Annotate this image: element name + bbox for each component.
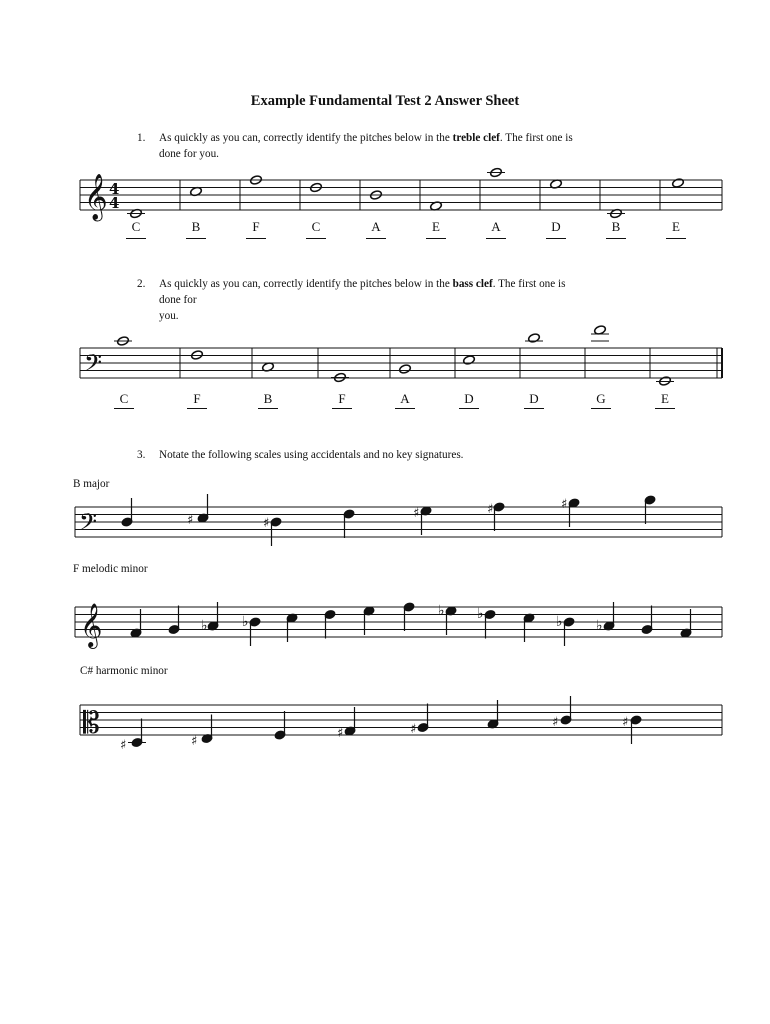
question-1-number: 1. [137, 132, 146, 144]
flat-icon: ♭ [201, 618, 208, 634]
note-whole [528, 333, 541, 344]
answer-letter: F [252, 219, 260, 234]
answer-letter: G [596, 391, 606, 406]
note-whole [672, 178, 685, 189]
alto-clef-icon: 𝄡 [83, 706, 100, 741]
scale-label-b-major: B major [73, 478, 110, 490]
question-1-text-a: As quickly as you can, correctly identify the pitches below in the [159, 132, 453, 144]
sharp-icon: ♯ [487, 502, 494, 517]
treble-clef-icon: 𝄞 [80, 603, 103, 647]
flat-icon: ♭ [242, 614, 249, 630]
sharp-icon: ♯ [410, 722, 417, 737]
answer-letter: B [263, 391, 273, 406]
b-major-notes [121, 494, 656, 546]
question-3-text: Notate the following scales using accidentals and no key signatures. [159, 449, 464, 461]
scale-label-c-sharp-harmonic-minor: C# harmonic minor [80, 665, 168, 677]
flat-icon: ♭ [477, 606, 484, 622]
answer-letter: D [464, 391, 474, 406]
treble-notes [127, 167, 684, 219]
question-2-text-a: As quickly as you can, correctly identify the pitches below in the [159, 278, 453, 290]
question-2-line2: done for [159, 294, 197, 306]
answer-letter: C [131, 219, 141, 234]
sharp-icon: ♯ [191, 734, 198, 749]
bass-clef-icon: 𝄢 [79, 508, 98, 541]
bass-staff [80, 348, 722, 378]
sharp-icon: ♯ [187, 513, 194, 528]
question-3-number: 3. [137, 449, 146, 461]
question-1-text-b: . The first one is [499, 132, 573, 144]
sharp-icon: ♯ [552, 715, 559, 730]
question-1-bold: treble clef [452, 132, 500, 144]
answer-letter: D [529, 391, 539, 406]
sharp-icon: ♯ [561, 497, 568, 512]
answer-letter: B [611, 219, 621, 234]
question-2-bold: bass clef [452, 278, 493, 290]
b-major-staff [75, 507, 722, 537]
note-whole [463, 355, 476, 366]
answer-letter: A [371, 219, 381, 234]
answer-letter: B [191, 219, 201, 234]
scale-label-f-melodic-minor: F melodic minor [73, 563, 148, 575]
answer-letter: A [491, 219, 501, 234]
answer-letter: F [193, 391, 201, 406]
sharp-icon: ♯ [413, 506, 420, 521]
time-signature-bottom: 4 [109, 194, 120, 212]
f-melodic-minor-notes [130, 602, 692, 646]
sharp-icon: ♯ [263, 516, 270, 531]
answer-letter: E [672, 219, 680, 234]
answer-letter: E [432, 219, 440, 234]
question-1-line2: done for you. [159, 148, 219, 160]
bass-clef-icon: 𝄢 [84, 349, 103, 382]
treble-clef-icon: 𝄞 [84, 174, 108, 220]
flat-icon: ♭ [556, 614, 563, 630]
c-sharp-harmonic-minor-accidentals [120, 715, 628, 753]
treble-staff [80, 180, 722, 210]
answer-letter: F [338, 391, 346, 406]
question-2-line3: you. [159, 310, 179, 322]
sharp-icon: ♯ [622, 715, 629, 730]
answer-letter: D [551, 219, 561, 234]
question-2-text-b: . The first one is [492, 278, 566, 290]
sharp-icon: ♯ [120, 738, 127, 753]
c-sharp-harmonic-minor-notes [128, 696, 642, 748]
answer-letter: E [661, 391, 669, 406]
sharp-icon: ♯ [337, 726, 344, 741]
answer-letter: A [400, 391, 410, 406]
answer-letter: C [119, 391, 129, 406]
time-signature-top: 4 [109, 180, 120, 198]
question-2-number: 2. [137, 278, 146, 290]
page-title: Example Fundamental Test 2 Answer Sheet [250, 93, 520, 109]
flat-icon: ♭ [438, 603, 445, 619]
flat-icon: ♭ [596, 618, 603, 634]
answer-letter: C [311, 219, 321, 234]
note-whole [399, 364, 412, 375]
